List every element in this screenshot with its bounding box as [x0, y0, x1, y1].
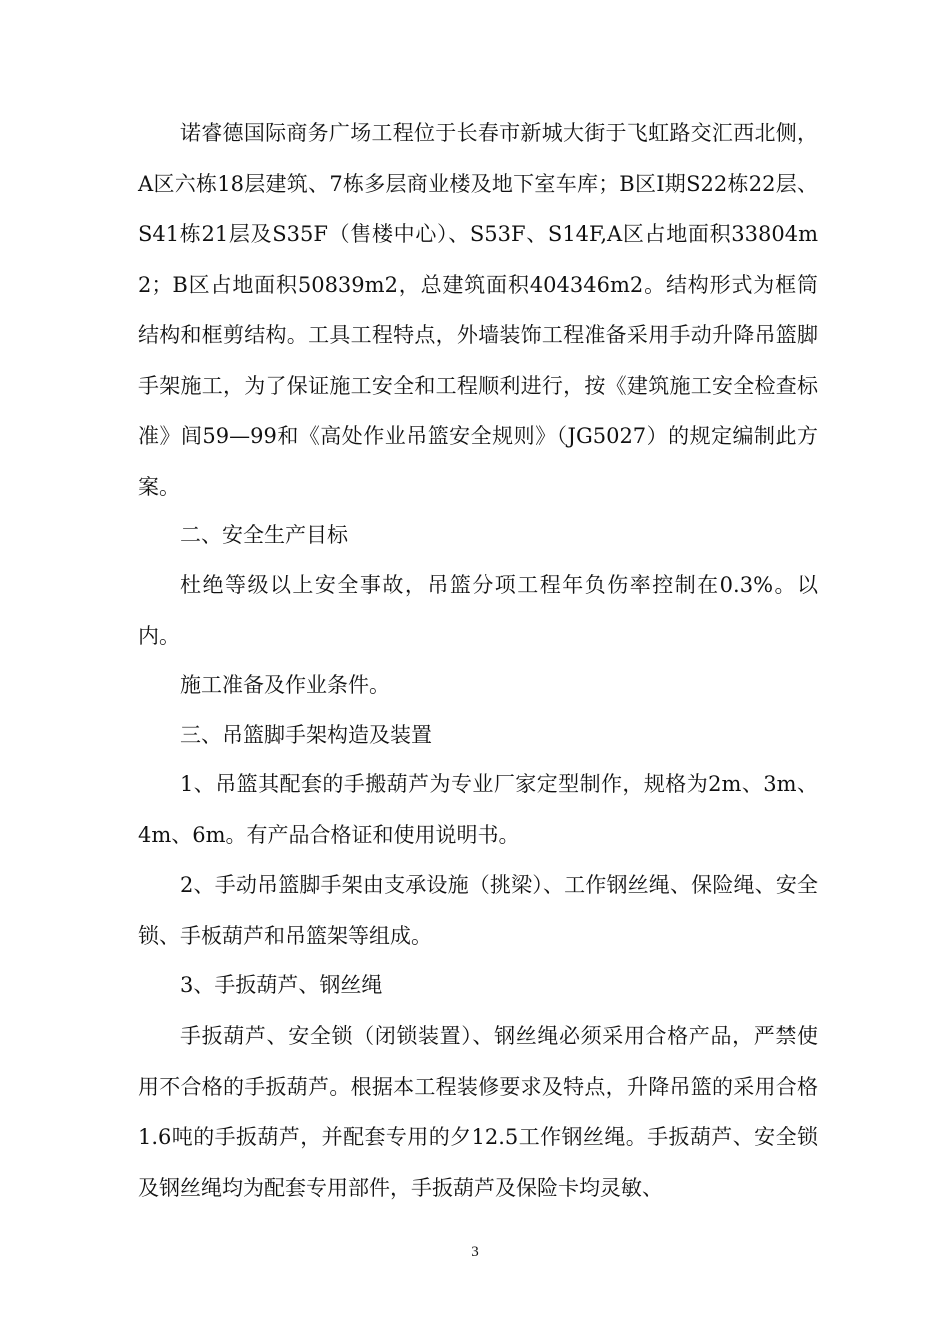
intro-paragraph: 诺睿德国际商务广场工程位于长春市新城大街于飞虹路交汇西北侧，A区六栋18层建筑、7栋多层商业楼及地下室车库；B区I期S22栋22层、S41栋21层及S35F（售楼中心）、S53F、S14F,A区占地面积33804m2；B区占地面积50839m2，总建筑面积404346m2。结构形式为框筒结构和框剪结构。工具工程特点，外墙装饰工程准备采用手动升降吊篮脚手架施工，为了保证施工安全和工程顺利进行，按《建筑施工安全检查标准》闾59—99和《高处作业吊篮安全规则》（JG5027）的规定编制此方案。: [138, 121, 818, 499]
preparation-paragraph: 施工准备及作业条件。: [180, 673, 390, 697]
item-1-paragraph: 1、吊篮其配套的手搬葫芦为专业厂家定型制作，规格为2m、3m、4m、6m。有产品合格证和使用说明书。: [138, 772, 819, 847]
page-number: 3: [471, 1244, 479, 1260]
item-2-paragraph: 2、手动吊篮脚手架由支承设施（挑梁）、工作钢丝绳、保险绳、安全锁、手板葫芦和吊篮架等组成。: [138, 873, 818, 948]
section-heading-structure: 三、吊篮脚手架构造及装置: [180, 723, 432, 747]
item-3-heading: 3、手扳葫芦、钢丝绳: [180, 973, 383, 997]
hoist-paragraph: 手扳葫芦、安全锁（闭锁装置）、钢丝绳必须采用合格产品，严禁使用不合格的手扳葫芦。根据本工程装修要求及特点，升降吊篮的采用合格1.6吨的手扳葫芦，并配套专用的夕12.5工作钢丝绳。手扳葫芦、安全锁及钢丝绳均为配套专用部件，手扳葫芦及保险卡均灵敏、: [138, 1024, 818, 1200]
safety-goal-paragraph: 杜绝等级以上安全事故，吊篮分项工程年负伤率控制在0.3%。以内。: [138, 573, 818, 648]
section-heading-safety-goal: 二、安全生产目标: [180, 523, 348, 547]
